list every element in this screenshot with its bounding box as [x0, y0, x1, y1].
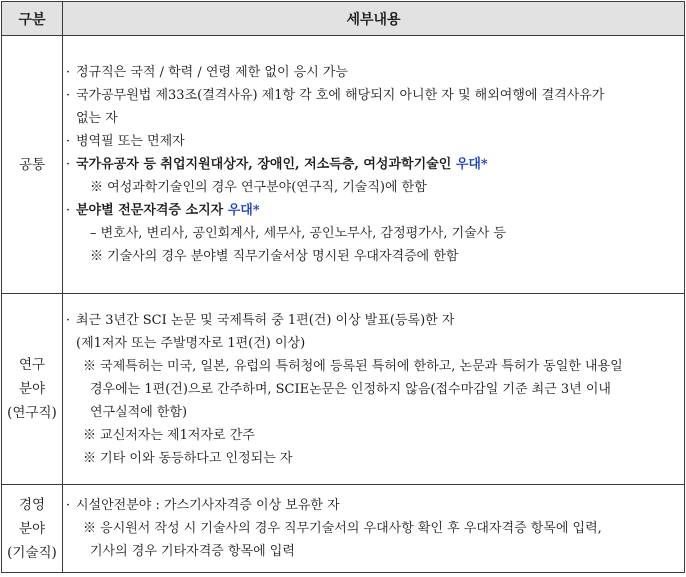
note: ※ 여성과학기술인의 경우 연구분야(연구직, 기술직)에 한함	[90, 180, 427, 195]
preferred-badge: 우대*	[227, 203, 260, 218]
note-continuation: 연구실적에 한함)	[90, 404, 188, 420]
category-line: 분야	[18, 520, 46, 537]
header-row	[2, 2, 685, 36]
list-item-preferred	[63, 199, 684, 222]
list-item-preferred	[63, 153, 684, 176]
sub-item: – 변호사, 변리사, 공인회계사, 세무사, 공인노무사, 감정평가사, 기술사 등	[90, 226, 506, 241]
category-line: 경영	[18, 496, 46, 513]
header-category: 구분	[2, 2, 63, 36]
category-line: 연구	[18, 357, 46, 373]
list-item: · 시설안전분야 : 가스기사자격증 이상 보유한 자	[63, 494, 684, 517]
list-item-continuation: (제1저자 또는 주발명자로 1편(건) 이상)	[76, 335, 306, 351]
list-item-continuation: 없는 자	[76, 111, 118, 126]
row-management	[2, 485, 685, 573]
note-continuation: 경우에는 1편(건)으로 간주하며, SCIE논문은 인정하지 않음(접수마감일 기준 최근 3년 이내	[90, 381, 611, 397]
category-line: (기술직)	[7, 544, 57, 561]
category-common: 공통	[2, 36, 63, 294]
preferred-text: 국가유공자 등 취업지원대상자, 장애인, 저소득층, 여성과학기술인	[76, 157, 456, 172]
detail-common	[63, 36, 685, 294]
category-research	[2, 294, 63, 485]
preferred-badge: 우대*	[455, 157, 488, 172]
note: ※ 국제특허는 미국, 일본, 유럽의 특허청에 등록된 특허에 한하고, 논문과 특허가 동일한 내용일	[83, 358, 623, 374]
category-line: 분야	[18, 381, 46, 397]
note: ※ 기타 이와 동등하다고 인정되는 자	[83, 450, 293, 466]
list-item: · 최근 3년간 SCI 논문 및 국제특허 중 1편(건) 이상 발표(등록)한 자	[63, 309, 684, 332]
detail-research	[63, 294, 685, 485]
note: ※ 기술사의 경우 분야별 직무기술서상 명시된 우대자격증에 한함	[90, 249, 459, 264]
row-research	[2, 294, 685, 485]
list-item: · 국가공무원법 제33조(결격사유) 제1항 각 호에 해당되지 아니한 자 및 해외여행에 결격사유가	[63, 84, 684, 107]
row-common	[2, 36, 685, 294]
list-item: · 병역필 또는 면제자	[63, 130, 684, 153]
list-item: · 정규직은 국적 / 학력 / 연령 제한 없이 응시 가능	[63, 61, 684, 84]
category-management	[2, 485, 63, 573]
detail-management	[63, 485, 685, 573]
note-continuation: 기사의 경우 기타자격증 항목에 입력	[90, 544, 295, 559]
header-detail: 세부내용	[63, 2, 685, 36]
note: ※ 교신저자는 제1저자로 간주	[83, 427, 255, 443]
note: ※ 응시원서 작성 시 기술사의 경우 직무기술서의 우대사항 확인 후 우대자격증 항목에 입력,	[83, 521, 602, 536]
preferred-text: 분야별 전문자격증 소지자	[76, 203, 228, 218]
category-line: (연구직)	[7, 405, 57, 421]
requirements-table	[1, 1, 685, 573]
